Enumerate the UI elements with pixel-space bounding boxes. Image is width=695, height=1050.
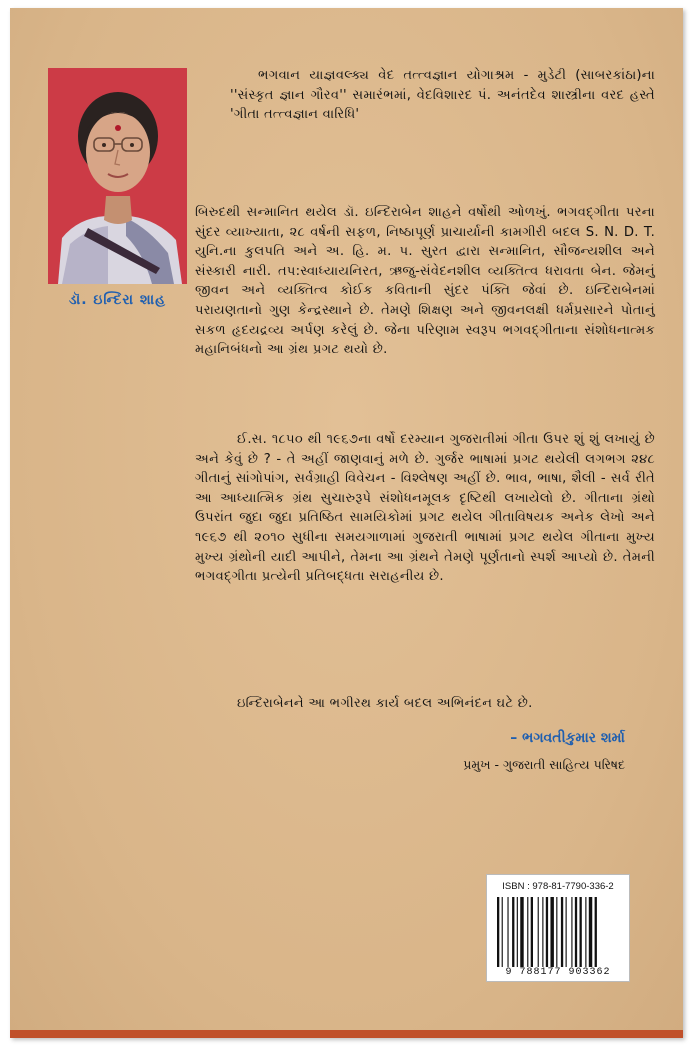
book-back-cover bbox=[10, 8, 683, 1038]
author-caption: ડૉ. ઇન્દિરા શાહ bbox=[68, 292, 167, 308]
author-bio-paragraph: બિરુદથી સન્માનિત થયેલ ડૉ. ઇન્દિરાબેન શાહને વર્ષોથી ઓળખું. ભગવદ્ગીતા પરના સુંદર વ્યાખ્યાતા, ૨૮ વર્ષની સફળ, નિષ્ઠાપૂર્ણ પ્રાચાર્યાની કામગીરી બદલ S. N. D. T. યુનિ.ના કુલપતિ અને અ. હિ. મ. પ. સુરત દ્વારા સન્માનિત, સૌજન્યશીલ અને સંસ્કારી નારી. તપ:સ્વાધ્યાયનિરત, ઋજુ-સંવેદનશીલ વ્યક્તિત્વ ધરાવતા બેન. જેમનું જીવન અને વ્યક્તિત્વ કોઈક કવિતાની સુંદર પંક્તિ જેવાં છે. ઇન્દિરાબેનમાં પરાયણતાનો ગુણ કેન્દ્રસ્થાને છે. તેમણે શિક્ષણ અને જીવનલક્ષી ધર્મપ્રસારને પોતાનું સકળ હૃદયદ્રવ્ય અર્પણ કરેલું છે. જેના પરિણામ સ્વરૂપ ભગવદ્ગીતાના સંશોધનાત્મક મહાનિબંધનો આ ગ્રંથ પ્રગટ થયો છે. bbox=[195, 205, 655, 358]
intro-paragraph: ભગવાન યાજ્ઞવલ્ક્ય વેદ તત્ત્વજ્ઞાન યોગાશ્રમ - મુડેટી (સાબરકાંઠા)ના ''સંસ્કૃત જ્ઞાન ગૌરવ'' સમારંભમાં, વેદવિશારદ પં. અનંતદેવ શાસ્ત્રીના વરદ હસ્તે 'ગીતા તત્ત્વજ્ઞાન વારિધિ' bbox=[230, 68, 655, 123]
book-description-paragraph: ઈ.સ. ૧૮૫૦ થી ૧૯૬૭ના વર્ષો દરમ્યાન ગુજરાતીમાં ગીતા ઉપર શું શું લખાયું છે અને કેવું છે ? - તે અહીં જાણવાનું મળે છે. ગુર્જર ભાષામાં પ્રગટ થયેલી લગભગ ૨૪૮ ગીતાનું સાંગોપાંગ, સર્વગ્રાહી વિવેચન - વિશ્લેષણ અહીં છે. ભાવ, ભાષા, શૈલી - સર્વ રીતે આ આધ્યાત્મિક ગ્રંથ સુચારુરૂપે સંશોધનમૂલક દૃષ્ટિથી લખાયેલો છે. ગીતાના ગ્રંથો ઉપરાંત જુદા જુદા પ્રતિષ્ઠિત સામયિકોમાં પ્રગટ થયેલ ગીતાવિષયક અનેક લેખો અને ૧૯૬૭ થી ૨૦૧૦ સુધીના સમયગાળામાં ગુજરાતી ભાષામાં પ્રગટ થયેલ ગીતાના મુખ્ય મુખ્ય ગ્રંથોની યાદી આપીને, તેમના આ ગ્રંથને તેમણે પૂર્ણતાનો સ્પર્શ આપ્યો છે. તેમની ભગવદ્ગીતા પ્રત્યેની પ્રતિબદ્ધતા સરાહનીય છે. bbox=[195, 432, 655, 585]
isbn-barcode-box bbox=[486, 874, 630, 982]
isbn-label: ISBN : 978-81-7790-336-2 bbox=[502, 881, 614, 892]
signature-name: – ભગવતીકુમાર શર્મા bbox=[510, 730, 625, 746]
signature-title: પ્રમુખ - ગુજરાતી સાહિત્ય પરિષદ bbox=[463, 757, 625, 772]
barcode-icon bbox=[495, 897, 621, 967]
author-photo bbox=[48, 68, 187, 284]
congratulations-paragraph: ઇન્દિરાબેનને આ ભગીરથ કાર્ય બદલ અભિનંદન ઘટે છે. bbox=[237, 696, 533, 711]
bottom-edge-band bbox=[10, 1030, 683, 1038]
isbn-digits: 9 788177 903362 bbox=[505, 967, 611, 978]
